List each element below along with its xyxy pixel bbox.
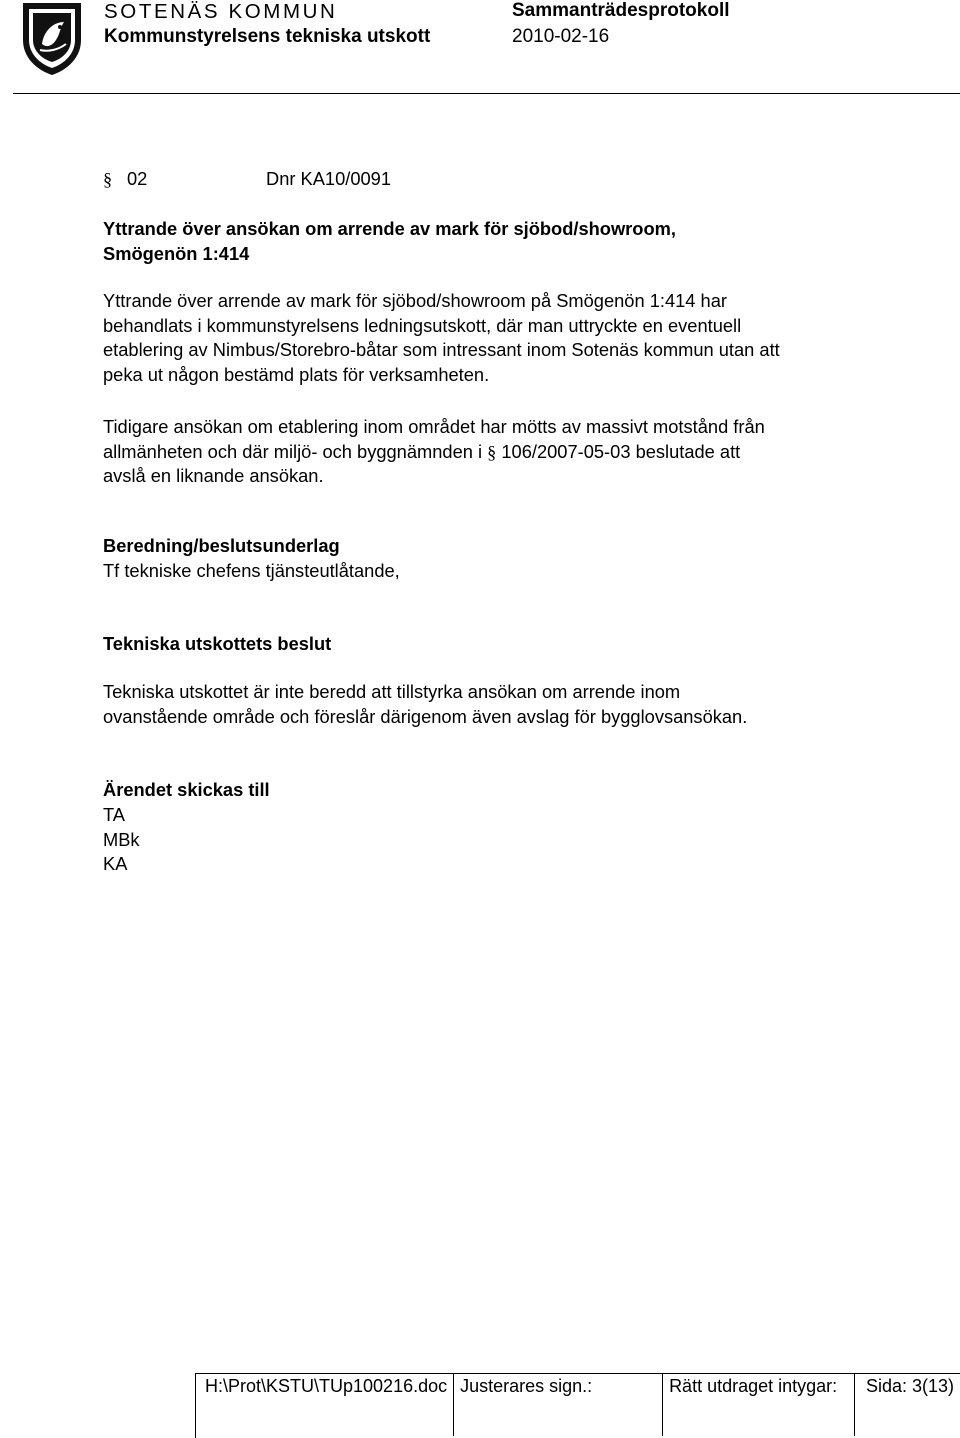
coat-of-arms-logo xyxy=(20,0,84,76)
case-title xyxy=(103,217,923,266)
footer-certified xyxy=(663,1374,855,1437)
paragraph-reference xyxy=(103,168,391,190)
decision-line: Tekniska utskottet är inte beredd att tillstyrka ansökan om arrende inom xyxy=(103,681,681,702)
signature-footer xyxy=(0,1373,960,1436)
body-line: behandlats i kommunstyrelsens ledningsutskott, där man uttryckte en eventuell xyxy=(103,314,742,336)
case-title-line: Yttrande över ansökan om arrende av mark för sjöbod/showroom, xyxy=(103,218,676,239)
meeting-date: 2010-02-16 xyxy=(512,26,610,47)
page-number: Sida: 3(13) xyxy=(865,1376,954,1396)
body-line: Yttrande över arrende av mark för sjöbod/showroom på Smögenön 1:414 har xyxy=(103,290,727,311)
recipient-list xyxy=(103,803,923,877)
body-paragraph-1 xyxy=(103,289,923,387)
body-text-fragment: 106/2007-05-03 beslutade att xyxy=(501,440,741,462)
footer-divider xyxy=(195,1373,196,1438)
paragraph-number: 02 xyxy=(127,168,148,189)
recipient: TA xyxy=(103,804,126,825)
section-sign: § xyxy=(103,169,113,189)
footer-page xyxy=(855,1374,960,1437)
footer-file-path xyxy=(0,1374,454,1437)
footer-adjust-sign xyxy=(454,1374,663,1437)
decision-line: ovanstående område och föreslår därigenom även avslag för bygglovsansökan. xyxy=(103,705,748,727)
body-text-fragment: allmänheten och där miljö- och byggnämnden i xyxy=(103,440,483,462)
diary-number: Dnr KA10/0091 xyxy=(266,168,392,189)
recipient: MBk xyxy=(103,828,140,850)
preparation-heading: Beredning/beslutsunderlag xyxy=(103,535,340,556)
case-title-line: Smögenön 1:414 xyxy=(103,242,250,264)
body-line: etablering av Nimbus/Storebro-båtar som intressant inom Sotenäs kommun utan att xyxy=(103,339,780,360)
committee-name: Kommunstyrelsens tekniska utskott xyxy=(104,26,431,47)
preparation-text: Tf tekniske chefens tjänsteutlåtande, xyxy=(103,560,400,581)
section-sign: § xyxy=(487,441,497,462)
adjust-sign-label: Justerares sign.: xyxy=(460,1376,593,1396)
document-type: Sammanträdesprotokoll xyxy=(512,0,730,21)
body-line: Tidigare ansökan om etablering inom området har mötts av massivt motstånd från xyxy=(103,416,765,437)
send-to-heading: Ärendet skickas till xyxy=(103,779,270,800)
body-paragraph-2 xyxy=(103,415,923,489)
body-line: avslå en liknande ansökan. xyxy=(103,465,324,486)
decision-heading: Tekniska utskottets beslut xyxy=(103,633,332,654)
certified-label: Rätt utdraget intygar: xyxy=(669,1376,838,1396)
header-rule xyxy=(13,93,960,94)
body-line xyxy=(103,440,923,465)
body-line: peka ut någon bestämd plats för verksamheten. xyxy=(103,363,490,385)
footer-rule xyxy=(195,1373,960,1374)
organization-name: SOTENÄS KOMMUN xyxy=(104,0,338,23)
recipient: KA xyxy=(103,853,128,874)
decision-text xyxy=(103,680,923,729)
file-path: H:\Prot\KSTU\TUp100216.doc xyxy=(205,1375,448,1396)
